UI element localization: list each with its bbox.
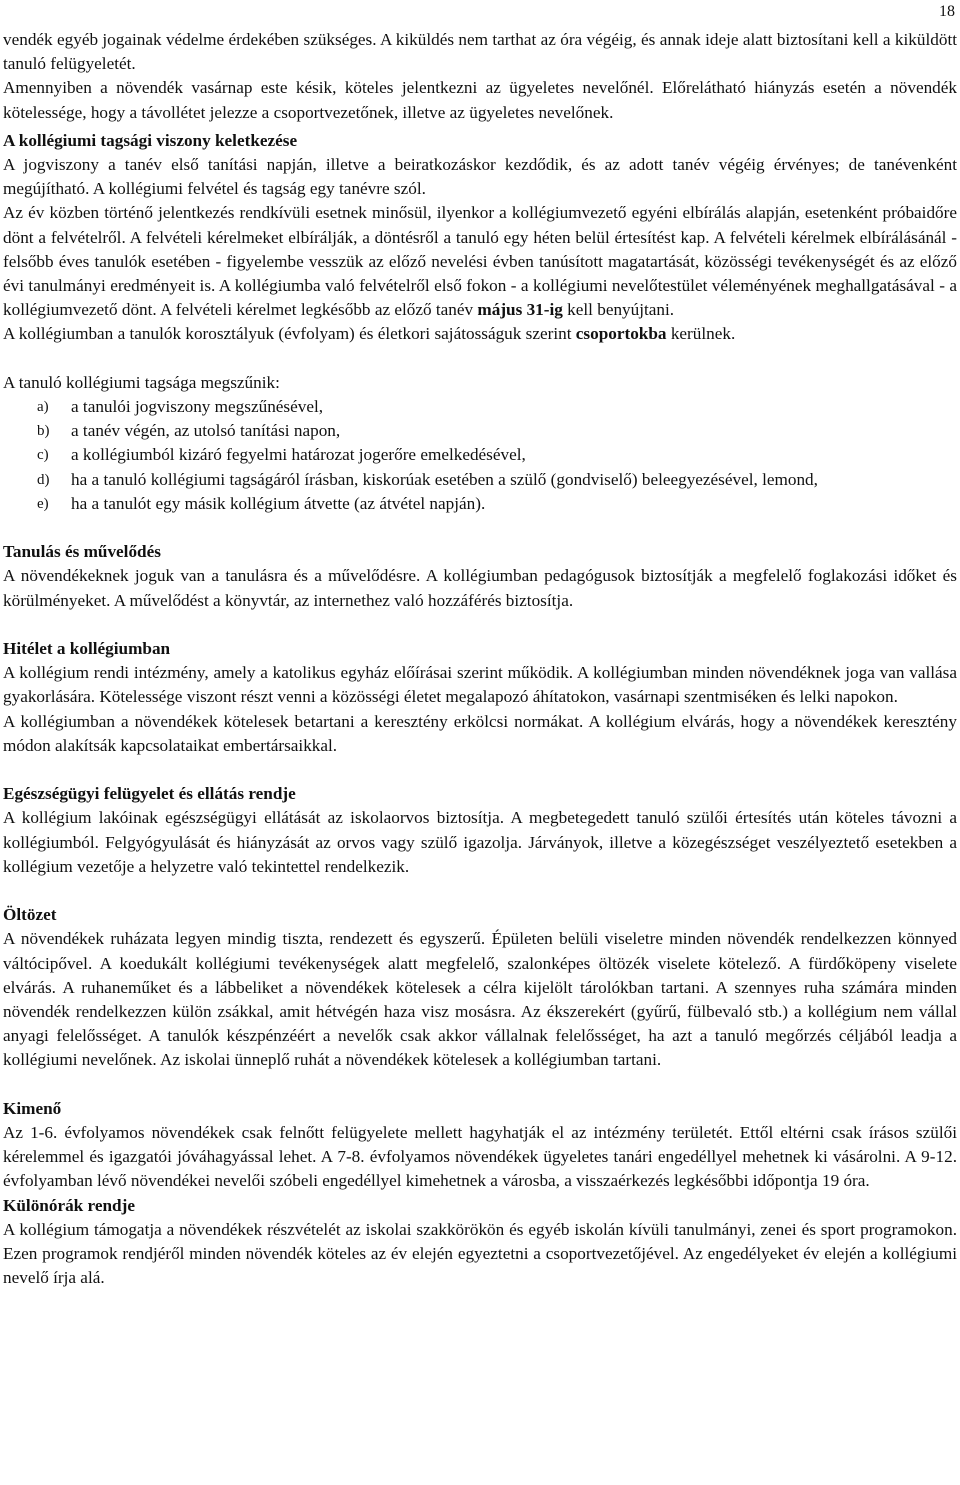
groups-term: csoportokba [575, 324, 667, 344]
membership-heading: A kollégiumi tagsági viszony keletkezése [3, 130, 298, 150]
list-item: d) ha a tanuló kollégiumi tagságáról írásban, kiskorúak esetében a szülő (gondviselő) beleegyezésével, lemond, [37, 469, 818, 489]
study-paragraph: A növendékeknek joguk van a tanulásra és a művelődésre. A kollégiumban pedagógusok biztosítják a megfelelő foglakozási időket és körülményeket. A művelődést a könyvtár, az internethez való hozzáférés biztosítja. [3, 566, 957, 610]
termination-list [3, 395, 957, 516]
extracurricular-paragraph: A kollégium támogatja a növendékek részvételét az iskolai szakkörökön és egyéb iskolán kívüli tanulmányi, zenei és sport programokon. Ezen programok rendjéről minden növendék köteles az év elején egyeztetni a csoportvezetőjével. Az engedélyeket év elején a kollégiumi nevelő írja alá. [3, 1219, 957, 1288]
faith-paragraph-2: A kollégiumban a növendékek kötelesek betartani a keresztény erkölcsi normákat. A kollégium elvárás, hogy a növendékek keresztény módon alakítsák kapcsolataikat embertársaikkal. [3, 711, 957, 755]
page-number: 18 [939, 3, 955, 20]
health-heading: Egészségügyi felügyelet és ellátás rendje [3, 784, 296, 804]
extracurricular-heading: Különórák rendje [3, 1195, 135, 1215]
clothing-heading: Öltözet [3, 905, 57, 925]
study-heading: Tanulás és művelődés [3, 542, 161, 562]
intro-paragraph-2: Amennyiben a növendék vasárnap este késik, köteles jelentkezni az ügyeletes nevelőnél. Előrelátható hiányzás esetén a növendék kötelessége, hogy a távollétet jelezze a csoportvezetőnek, illetve az ügyeletes nevelőnek. [3, 78, 957, 122]
deadline-date: május 31-ig [477, 300, 563, 320]
leave-heading: Kimenő [3, 1098, 62, 1118]
faith-paragraph-1: A kollégium rendi intézmény, amely a katolikus egyház előírásai szerint működik. A kollégiumban minden növendéknek joga van vallása gyakorlására. Kötelessége viszont részt venni a közösségi életet megalapozó áhítatokon, vasárnapi szentmiséken és lelki napokon. [3, 663, 957, 707]
membership-paragraph-2: Az év közben történő jelentkezés rendkívüli esetnek minősül, ilyenkor a kollégiumvezető egyéni elbírálás alapján, esetenként próbaidőre dönt a felvételről. A felvételi kérelmeket elbírálják, a döntésről a tanuló egy héten belül értesítést kap. A felvételi kérelmek elbírálásánál - felsőbb éves tanulók esetében - figyelembe vesszük az előző nevelési évben tanúsított magatartását, közösségi tevékenységét és az előző évi tanulmányi eredményeit is. A kollégiumba való felvételről első fokon - a kollégiumi nevelőtestület véleményének meghallgatásával - a kollégiumvezető dönt. A felvételi kérelmet legkésőbb az előző tanév május 31-ig kell benyújtani. [3, 203, 957, 320]
leave-paragraph: Az 1-6. évfolyamos növendékek csak felnőtt felügyelete mellett hagyhatják el az intézmény területét. Ettől eltérni csak írásos szülői kérelemmel és igazgatói jóváhagyással lehet. A 7-8. évfolyamos növendékek ügyeletes tanári engedéllyel mehetnek ki vásárolni. A 9-12. évfolyamban lévő növendékei nevelői szóbeli engedéllyel kimehetnek a városba, a visszaérkezés legkésőbbi időpontja 19 óra. [3, 1123, 957, 1191]
intro-paragraph-1: vendék egyéb jogainak védelme érdekében szükséges. A kiküldés nem tarthat az óra végéig, és annak ideje alatt biztosítani kell a kiküldött tanuló felügyeletét. [3, 30, 957, 74]
faith-heading: Hitélet a kollégiumban [3, 639, 171, 659]
list-item: e) ha a tanulót egy másik kollégium átvette (az átvétel napján). [37, 493, 486, 513]
clothing-paragraph: A növendékek ruházata legyen mindig tiszta, rendezett és egyszerű. Épületen belüli viseletre minden növendék rendelkezzen könnyed váltócipővel. A koedukált kollégiumi tevékenységek alatt megfelelő, szalonképes öltözék viselete kötelező. A fürdőköpeny viselete elvárás. A ruhaneműket és a lábbeliket a növendékek kötelesek a célra kijelölt tárolókban tartani. A szennyes ruha számára minden növendék rendelkezzen külön zsákkal, amit hétvégén haza visz mosásra. Az ékszerekért (gyűrű, fülbevaló stb.) a kollégium nem vállal anyagi felelősséget. A tanulók készpénzéért a nevelők csak akkor vállalnak felelősséget, ha azt a tanuló megőrzés céljából leadja a kollégiumi nevelőnek. Az iskolai ünneplő ruhát a növendékek kötelesek a kollégiumban tartani. [3, 929, 957, 1070]
membership-paragraph-3: A kollégiumban a tanulók korosztályuk (évfolyam) és életkori sajátosságuk szerint csoportokba kerülnek. [3, 324, 736, 344]
list-item: b) a tanév végén, az utolsó tanítási napon, [37, 421, 341, 441]
health-paragraph: A kollégium lakóinak egészségügyi ellátását az iskolaorvos biztosítja. A megbetegedett tanuló szülői értesítés után köteles távozni a kollégiumból. Felgyógyulását és hiányzását az orvos vagy szülő igazolja. Járványok, illetve a közegészséget veszélyeztető esetekben a kollégium vezetője a helyzetre való tekintettel rendelkezik. [3, 808, 957, 876]
list-item: c) a kollégiumból kizáró fegyelmi határozat jogerőre emelkedésével, [37, 445, 526, 465]
membership-paragraph-1: A jogviszony a tanév első tanítási napján, illetve a beiratkozáskor kezdődik, és az adott tanév végéig érvényes; de tanévenként megújítható. A kollégiumi felvétel és tagság egy tanévre szól. [3, 155, 957, 199]
termination-intro: A tanuló kollégiumi tagsága megszűnik: [3, 372, 280, 392]
list-item: a) a tanulói jogviszony megszűnésével, [37, 397, 324, 417]
